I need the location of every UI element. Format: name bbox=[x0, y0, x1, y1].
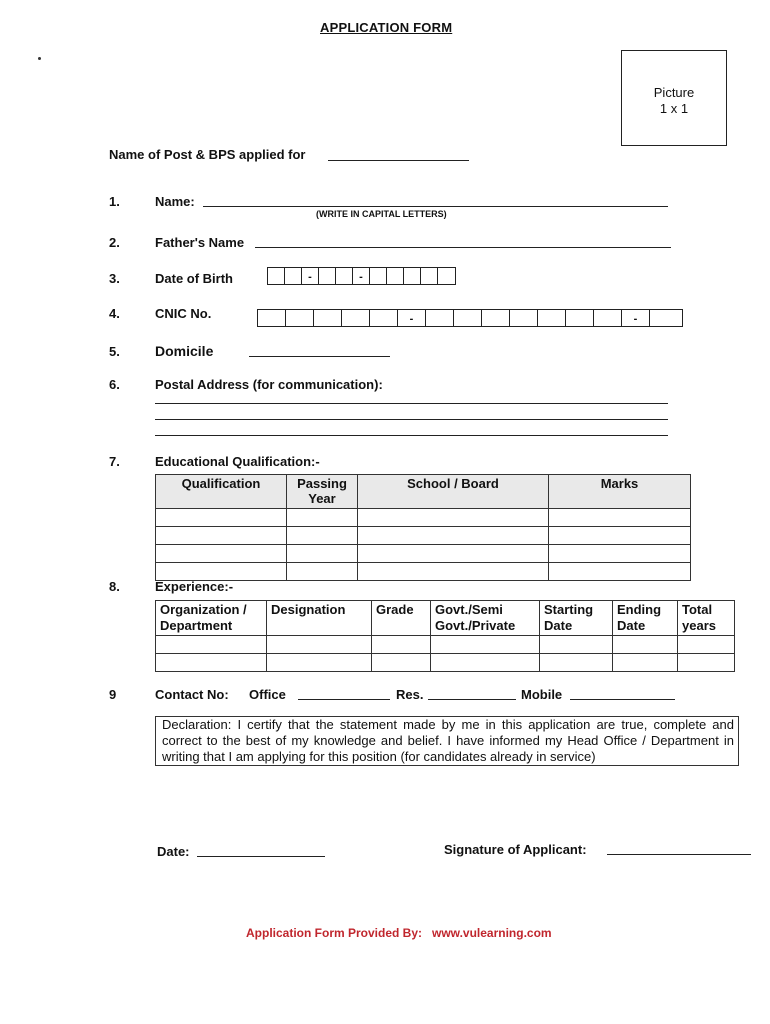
digit-box[interactable] bbox=[594, 310, 622, 326]
footer-credit bbox=[246, 926, 552, 940]
office-phone-field[interactable] bbox=[298, 699, 390, 700]
post-label: Name of Post & BPS applied for bbox=[109, 147, 306, 162]
table-cell[interactable] bbox=[156, 563, 287, 581]
digit-box[interactable] bbox=[566, 310, 594, 326]
signature-field[interactable] bbox=[607, 854, 751, 855]
form-title: APPLICATION FORM bbox=[320, 20, 453, 35]
field-number: 1. bbox=[109, 194, 120, 209]
table-cell[interactable] bbox=[678, 654, 735, 672]
name-hint: (WRITE IN CAPITAL LETTERS) bbox=[316, 209, 447, 219]
field-number: 4. bbox=[109, 306, 120, 321]
table-cell[interactable] bbox=[372, 636, 431, 654]
table-cell[interactable] bbox=[156, 545, 287, 563]
table-cell[interactable] bbox=[549, 527, 691, 545]
table-cell[interactable] bbox=[549, 563, 691, 581]
field-number: 7. bbox=[109, 454, 120, 469]
picture-box bbox=[621, 50, 727, 146]
table-cell[interactable] bbox=[287, 509, 358, 527]
digit-box[interactable] bbox=[370, 310, 398, 326]
contact-label: Contact No: bbox=[155, 687, 229, 702]
column-header: Total years bbox=[678, 601, 735, 636]
table-cell[interactable] bbox=[287, 563, 358, 581]
table-cell[interactable] bbox=[358, 527, 549, 545]
separator-box: - bbox=[353, 268, 370, 284]
table-cell[interactable] bbox=[540, 654, 613, 672]
res-label: Res. bbox=[396, 687, 424, 702]
digit-box[interactable] bbox=[650, 310, 678, 326]
table-row bbox=[156, 654, 735, 672]
table-cell[interactable] bbox=[549, 509, 691, 527]
column-header: Govt./Semi Govt./Private bbox=[431, 601, 540, 636]
digit-box[interactable] bbox=[342, 310, 370, 326]
separator-box: - bbox=[302, 268, 319, 284]
table-cell[interactable] bbox=[156, 636, 267, 654]
father-name-label: Father's Name bbox=[155, 235, 245, 250]
table-cell[interactable] bbox=[358, 509, 549, 527]
column-header: School / Board bbox=[358, 475, 549, 509]
mobile-phone-field[interactable] bbox=[570, 699, 675, 700]
table-row bbox=[156, 509, 691, 527]
column-header: Designation bbox=[267, 601, 372, 636]
digit-box[interactable] bbox=[285, 268, 302, 284]
table-cell[interactable] bbox=[267, 654, 372, 672]
footer-link[interactable]: www.vulearning.com bbox=[432, 926, 552, 940]
column-header: Marks bbox=[549, 475, 691, 509]
date-label: Date: bbox=[157, 844, 190, 859]
name-label: Name: bbox=[155, 194, 195, 209]
dob-boxes[interactable] bbox=[267, 267, 456, 285]
domicile-field[interactable] bbox=[249, 356, 390, 357]
post-field[interactable] bbox=[328, 160, 469, 161]
declaration-box: Declaration: I certify that the statement made by me in this application are true, complete and correct to the best of my knowledge and belief. I have informed my Head Office / Department in writing that I am applying for this position (for candidates already in service) bbox=[155, 716, 739, 766]
experience-table bbox=[155, 600, 735, 672]
table-cell[interactable] bbox=[678, 636, 735, 654]
column-header: Qualification bbox=[156, 475, 287, 509]
table-header-row bbox=[156, 601, 735, 636]
table-cell[interactable] bbox=[613, 636, 678, 654]
field-number: 5. bbox=[109, 344, 120, 359]
office-label: Office bbox=[249, 687, 286, 702]
address-line[interactable] bbox=[155, 435, 668, 436]
digit-box[interactable] bbox=[510, 310, 538, 326]
field-number: 9 bbox=[109, 687, 117, 702]
table-cell[interactable] bbox=[431, 654, 540, 672]
table-cell[interactable] bbox=[287, 527, 358, 545]
column-header: Starting Date bbox=[540, 601, 613, 636]
column-header: Organization / Department bbox=[156, 601, 267, 636]
res-phone-field[interactable] bbox=[428, 699, 516, 700]
table-row bbox=[156, 527, 691, 545]
table-cell[interactable] bbox=[156, 654, 267, 672]
name-field[interactable] bbox=[203, 206, 668, 207]
domicile-label: Domicile bbox=[155, 343, 214, 359]
table-cell[interactable] bbox=[613, 654, 678, 672]
field-number: 3. bbox=[109, 271, 120, 286]
digit-box[interactable] bbox=[258, 310, 286, 326]
digit-box[interactable] bbox=[319, 268, 336, 284]
address-line[interactable] bbox=[155, 403, 668, 404]
table-cell[interactable] bbox=[540, 636, 613, 654]
table-cell[interactable] bbox=[431, 636, 540, 654]
digit-box[interactable] bbox=[421, 268, 438, 284]
scan-speck bbox=[38, 57, 41, 60]
column-header: Ending Date bbox=[613, 601, 678, 636]
digit-box[interactable] bbox=[438, 268, 455, 284]
table-cell[interactable] bbox=[156, 509, 287, 527]
field-number: 6. bbox=[109, 377, 120, 392]
address-line[interactable] bbox=[155, 419, 668, 420]
cnic-label: CNIC No. bbox=[155, 306, 212, 321]
digit-box[interactable] bbox=[370, 268, 387, 284]
digit-box[interactable] bbox=[482, 310, 510, 326]
table-cell[interactable] bbox=[156, 527, 287, 545]
column-header: Passing Year bbox=[287, 475, 358, 509]
picture-size: 1 x 1 bbox=[659, 101, 689, 116]
table-row bbox=[156, 636, 735, 654]
footer-label: Application Form Provided By: bbox=[246, 926, 423, 940]
digit-box[interactable] bbox=[538, 310, 566, 326]
table-header-row bbox=[156, 475, 691, 509]
separator-box: - bbox=[622, 310, 650, 326]
digit-box[interactable] bbox=[387, 268, 404, 284]
date-field[interactable] bbox=[197, 856, 325, 857]
table-cell[interactable] bbox=[358, 563, 549, 581]
father-name-field[interactable] bbox=[255, 247, 671, 248]
table-cell[interactable] bbox=[549, 545, 691, 563]
experience-label: Experience:- bbox=[155, 579, 234, 594]
postal-address-label: Postal Address (for communication): bbox=[155, 377, 383, 392]
column-header: Grade bbox=[372, 601, 431, 636]
mobile-label: Mobile bbox=[521, 687, 563, 702]
table-row bbox=[156, 545, 691, 563]
table-cell[interactable] bbox=[287, 545, 358, 563]
digit-box[interactable] bbox=[268, 268, 285, 284]
digit-box[interactable] bbox=[454, 310, 482, 326]
education-label: Educational Qualification:- bbox=[155, 454, 320, 469]
picture-label: Picture bbox=[653, 85, 695, 100]
table-cell[interactable] bbox=[372, 654, 431, 672]
digit-box[interactable] bbox=[404, 268, 421, 284]
field-number: 8. bbox=[109, 579, 120, 594]
digit-box[interactable] bbox=[336, 268, 353, 284]
table-cell[interactable] bbox=[267, 636, 372, 654]
cnic-boxes[interactable] bbox=[257, 309, 683, 327]
field-number: 2. bbox=[109, 235, 120, 250]
digit-box[interactable] bbox=[286, 310, 314, 326]
separator-box: - bbox=[398, 310, 426, 326]
table-row bbox=[156, 563, 691, 581]
digit-box[interactable] bbox=[314, 310, 342, 326]
digit-box[interactable] bbox=[426, 310, 454, 326]
signature-label: Signature of Applicant: bbox=[444, 842, 587, 857]
education-table bbox=[155, 474, 691, 581]
dob-label: Date of Birth bbox=[155, 271, 233, 286]
table-cell[interactable] bbox=[358, 545, 549, 563]
